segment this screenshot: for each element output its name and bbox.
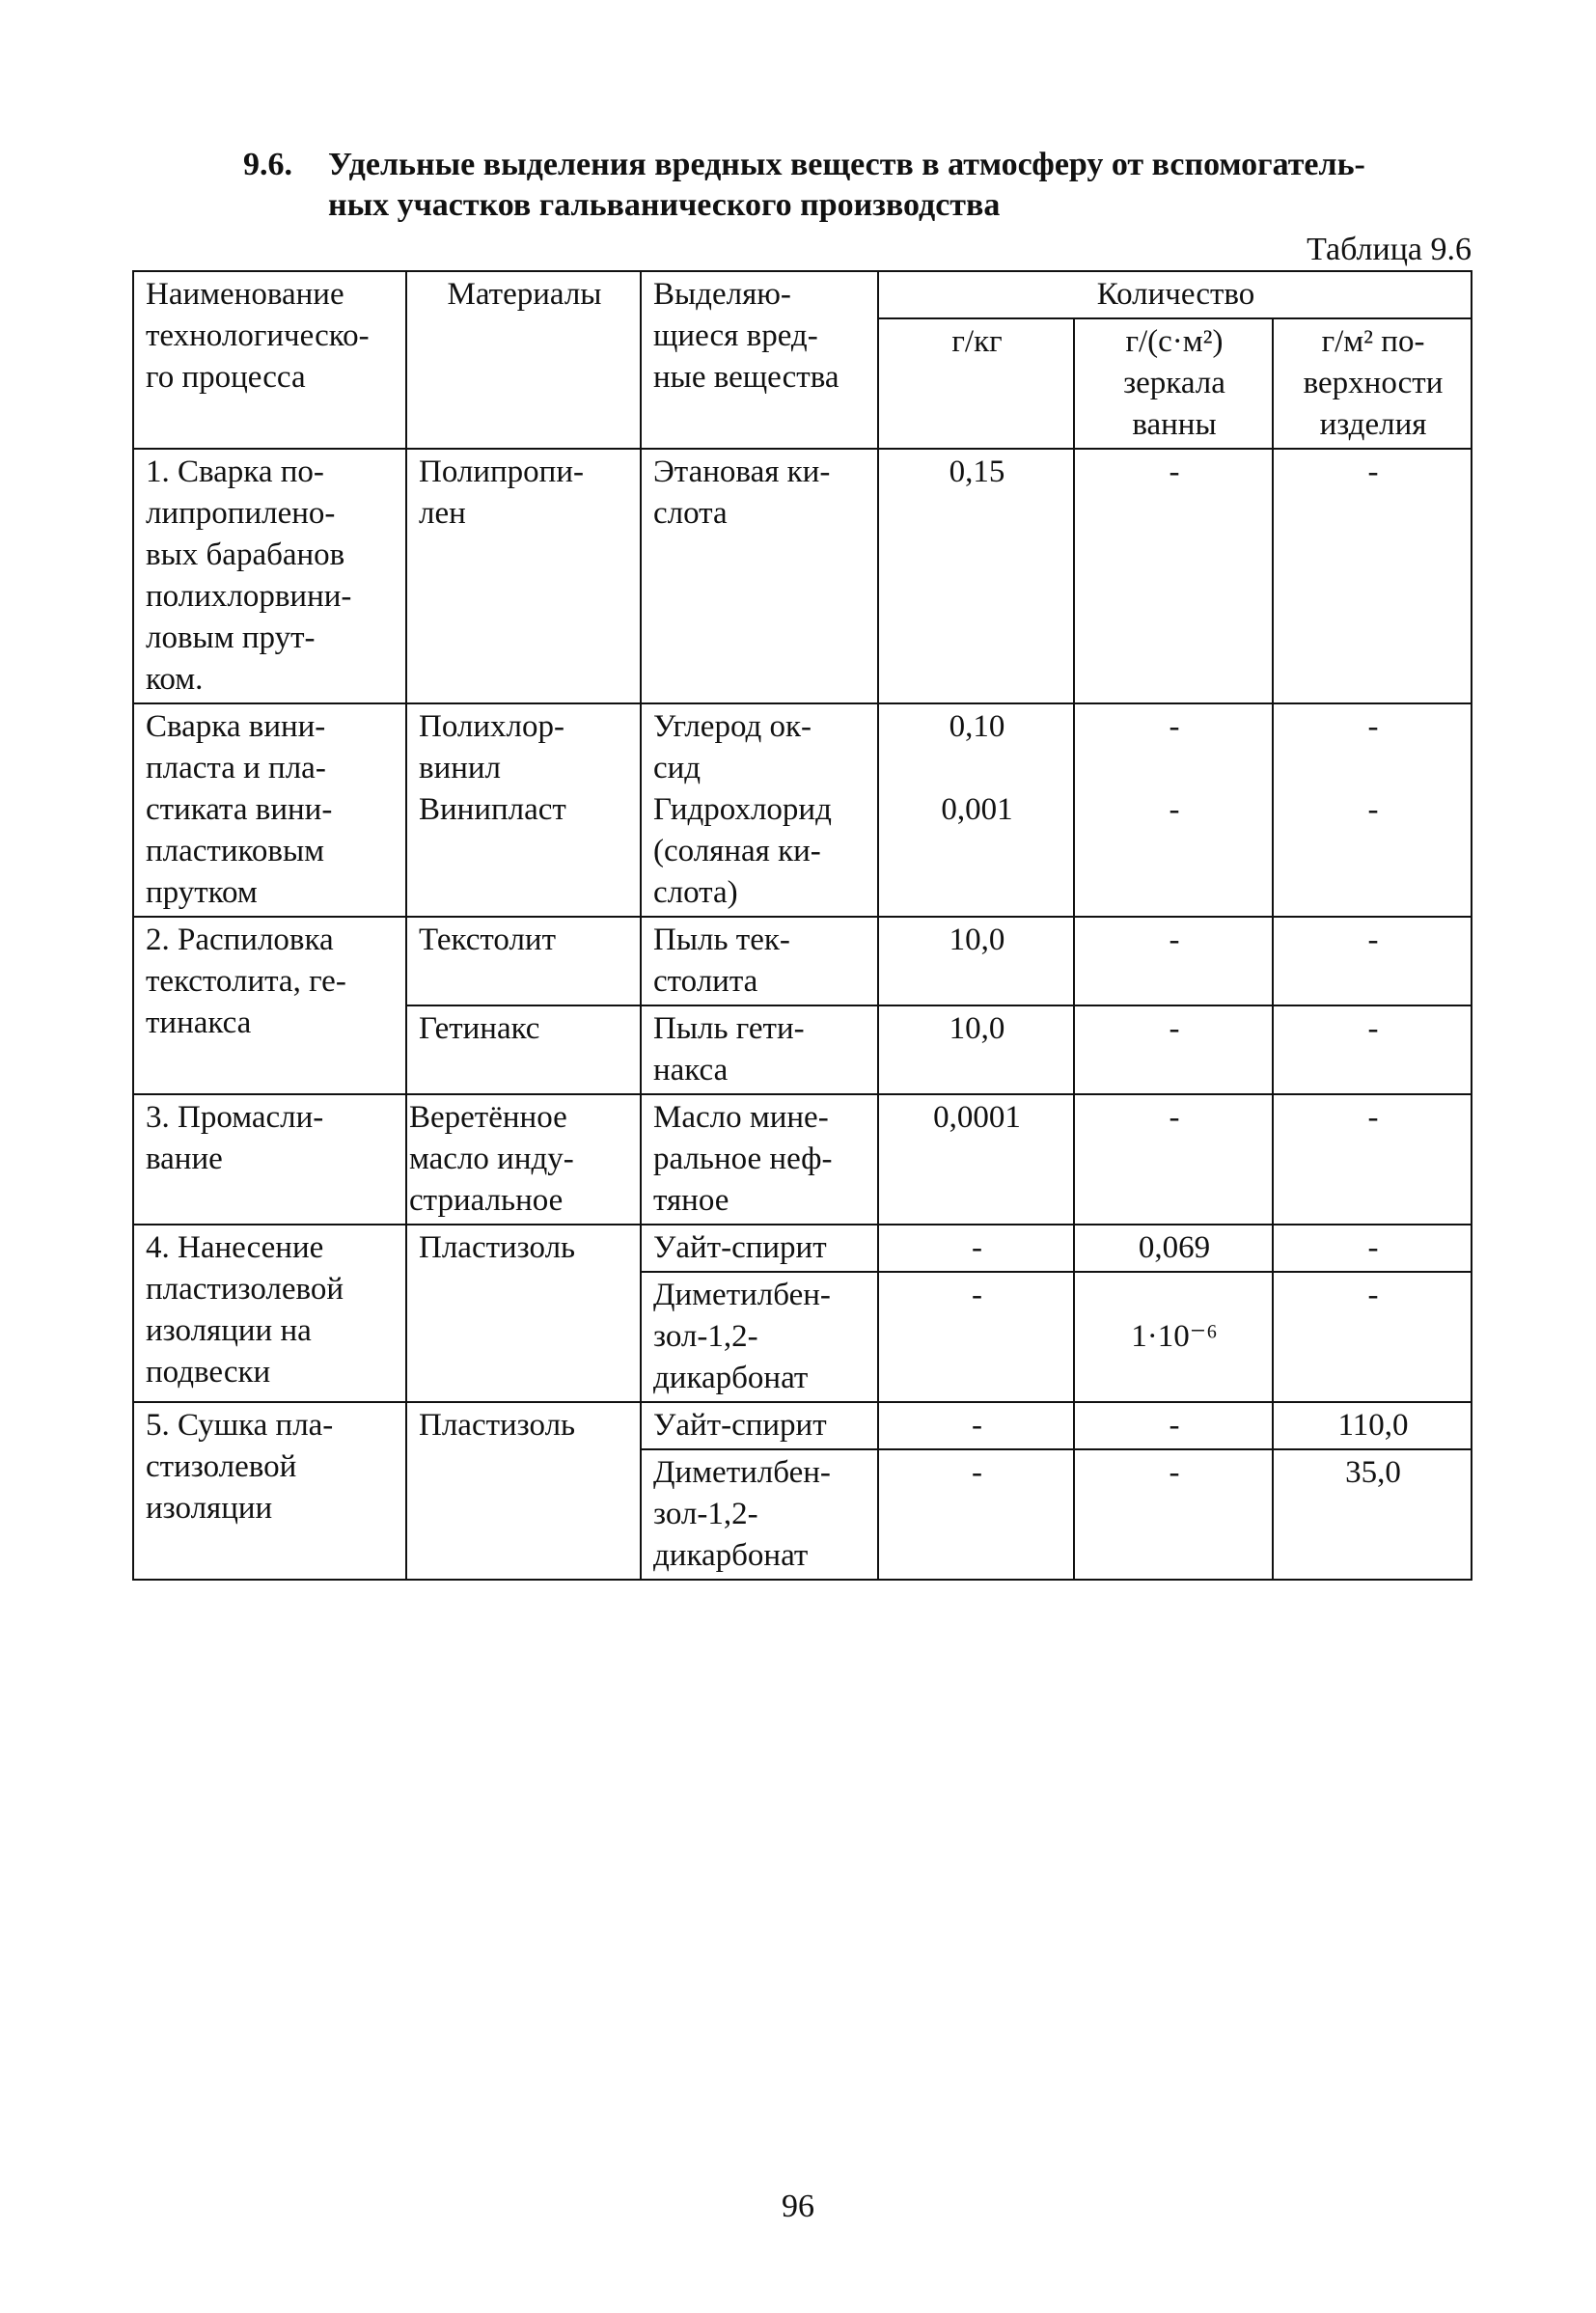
cell-substance: Пыль тек- столита: [641, 917, 878, 1005]
header-g-kg: г/кг: [878, 318, 1074, 449]
cell-g-kg: 10,0: [878, 917, 1074, 1005]
cell-g-kg: -: [878, 1449, 1074, 1580]
cell-g-m2: -: [1273, 1225, 1472, 1272]
section-title-line1: Удельные выделения вредных веществ в атмосферу от вспомогатель-: [328, 147, 1365, 182]
header-g-s-m2: г/(с·м²) зеркала ванны: [1074, 318, 1273, 449]
cell-material: Полипропи- лен: [406, 449, 641, 703]
page-number: 96: [782, 2189, 814, 2224]
cell-material: Веретённое масло инду- стриальное: [406, 1094, 641, 1225]
section-number: 9.6.: [243, 147, 292, 182]
cell-process: Сварка вини- пласта и пла- стиката вини- пластиковым прутком: [133, 703, 406, 917]
cell-material: Пластизоль: [406, 1402, 641, 1580]
cell-g-kg: -: [878, 1402, 1074, 1449]
cell-g-m2: -: [1273, 1005, 1472, 1094]
table-row: [133, 917, 1472, 1005]
header-substances: Выделяю- щиеся вред- ные вещества: [641, 271, 878, 449]
section-heading: [243, 145, 1498, 226]
cell-material: Пластизоль: [406, 1225, 641, 1402]
cell-substance: Диметилбен- зол-1,2- дикарбонат: [641, 1272, 878, 1402]
cell-g-s-m2: 1·10⁻⁶: [1074, 1272, 1273, 1402]
cell-material: Текстолит: [406, 917, 641, 1005]
cell-g-s-m2: -: [1074, 1402, 1273, 1449]
cell-process: 2. Распиловка текстолита, ге- тинакса: [133, 917, 406, 1094]
cell-g-m2: -: [1273, 449, 1472, 703]
cell-process: 1. Сварка по- липропилено- вых барабанов полихлорвини- ловым прут- ком.: [133, 449, 406, 703]
table-row: [133, 449, 1472, 703]
cell-g-m2: -: [1273, 917, 1472, 1005]
table-label: Таблица 9.6: [1307, 232, 1472, 267]
cell-g-kg: 0,10 0,001: [878, 703, 1074, 917]
cell-g-m2: -: [1273, 1094, 1472, 1225]
cell-g-s-m2: -: [1074, 1005, 1273, 1094]
cell-g-kg: -: [878, 1272, 1074, 1402]
cell-g-s-m2: 0,069: [1074, 1225, 1273, 1272]
cell-material: Полихлор- винил Винипласт: [406, 703, 641, 917]
cell-substance: Диметилбен- зол-1,2- дикарбонат: [641, 1449, 878, 1580]
cell-g-m2: -: [1273, 1272, 1472, 1402]
header-materials: Материалы: [406, 271, 641, 449]
emissions-table: [132, 270, 1472, 1581]
cell-g-m2: 110,0: [1273, 1402, 1472, 1449]
header-g-m2: г/м² по- верхности изделия: [1273, 318, 1472, 449]
cell-process: 4. Нанесение пластизолевой изоляции на подвески: [133, 1225, 406, 1402]
cell-substance: Этановая ки- слота: [641, 449, 878, 703]
cell-process: 5. Сушка пла- стизолевой изоляции: [133, 1402, 406, 1580]
table-row: [133, 1402, 1472, 1449]
cell-g-s-m2: - -: [1074, 703, 1273, 917]
header-quantity: Количество: [878, 271, 1472, 318]
cell-g-s-m2: -: [1074, 1449, 1273, 1580]
cell-process: 3. Промасли- вание: [133, 1094, 406, 1225]
cell-g-m2: - -: [1273, 703, 1472, 917]
cell-g-s-m2: -: [1074, 1094, 1273, 1225]
cell-g-s-m2: -: [1074, 917, 1273, 1005]
table-row: [133, 1094, 1472, 1225]
cell-substance: Уайт-спирит: [641, 1225, 878, 1272]
cell-g-kg: -: [878, 1225, 1074, 1272]
section-title-line2: ных участков гальванического производства: [328, 187, 1001, 223]
cell-substance: Пыль гети- накса: [641, 1005, 878, 1094]
cell-g-s-m2: -: [1074, 449, 1273, 703]
header-process: Наименование технологическо- го процесса: [133, 271, 406, 449]
cell-substance: Масло мине- ральное неф- тяное: [641, 1094, 878, 1225]
cell-g-kg: 10,0: [878, 1005, 1074, 1094]
cell-g-m2: 35,0: [1273, 1449, 1472, 1580]
table-row: [133, 703, 1472, 917]
table-row: [133, 1225, 1472, 1272]
cell-substance: Уайт-спирит: [641, 1402, 878, 1449]
cell-material: Гетинакс: [406, 1005, 641, 1094]
cell-g-kg: 0,0001: [878, 1094, 1074, 1225]
cell-g-kg: 0,15: [878, 449, 1074, 703]
header-row: [133, 271, 1472, 318]
cell-substance: Углерод ок- сид Гидрохлорид (соляная ки- слота): [641, 703, 878, 917]
